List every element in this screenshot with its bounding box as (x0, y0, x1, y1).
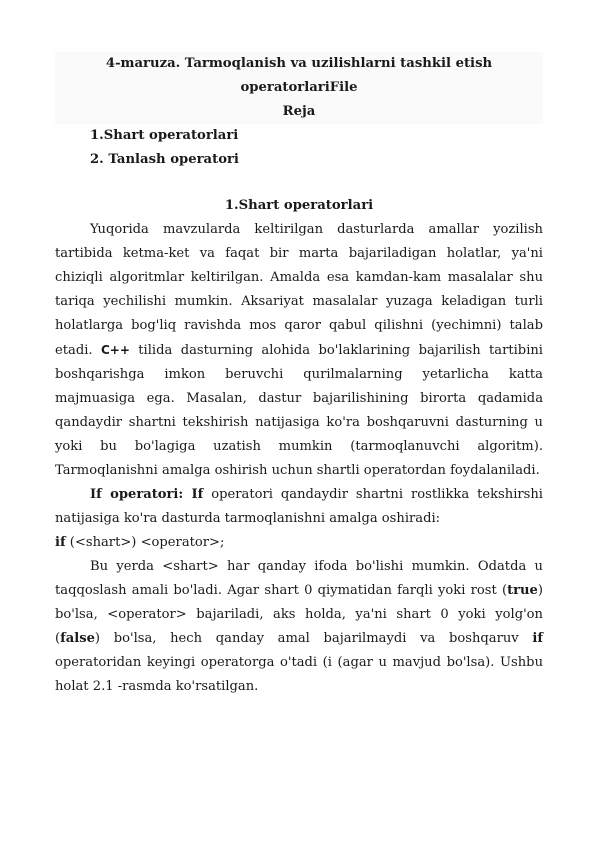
true-keyword: true (507, 583, 538, 598)
plan-item-1: 1.Shart operatorlari (90, 128, 239, 143)
title-block (55, 52, 543, 124)
explanation-text-d: operatoridan keyingi operatorga o'tadi (i (agar u mavjud bo'lsa). Ushbu holat 2.1 -rasmda ko'rsatilgan. (55, 655, 543, 694)
if-operator-text: operatori qandaydir shartni rostlikka tekshirshi natijasiga ko'ra dasturda tarmoqlanishni amalga oshiradi: (55, 487, 543, 526)
false-keyword: false (60, 631, 95, 646)
explanation-text-a: Bu yerda <shart> har qanday ifoda bo'lishi mumkin. Odatda u taqqoslash amali bo'ladi. Agar shart 0 qiymatidan farqli yoki rost ( (55, 559, 543, 598)
paragraph-explanation (55, 555, 543, 699)
if-operator-label: If operatori: If (90, 487, 204, 502)
cpp-keyword: C++ (100, 343, 130, 357)
if-syntax-rest: (<shart>) <operator>; (65, 535, 225, 550)
if-keyword: if (532, 631, 543, 646)
document-page (55, 52, 543, 699)
explanation-text-c: ) bo'lsa, hech qanday amal bajarilmaydi va boshqaruv (94, 631, 533, 646)
paragraph-if-operator (55, 483, 543, 531)
plan-heading: Reja (282, 104, 316, 119)
paragraph-intro-text-a: Yuqorida mavzularda keltirilgan dasturlarda amallar yozilish tartibida ketma-ket va faqat bir marta bajariladigan holatlar, ya'ni chiziqli algoritmlar keltirilgan. Amalda esa kamdan-kam masalalar shu tariqa yechilishi mumkin. Aksariyat masalalar yuzaga keladigan turli holatlarga bog'liq ravishda mos qaror qabul qilishni (yechimni) talab etadi. (55, 222, 543, 358)
section-heading: 1.Shart operatorlari (224, 198, 374, 213)
document-title: 4-maruza. Tarmoqlanish va uzilishlarni tashkil etish operatorlariFile (105, 56, 493, 95)
plan-list (55, 124, 543, 172)
plan-item-2: 2. Tanlash operatori (90, 152, 239, 167)
explanation-text-b: ) bo'lsa, <operator> bajariladi, aks holda, ya'ni shart 0 yoki yolg'on ( (55, 583, 543, 646)
paragraph-intro (55, 218, 543, 483)
paragraph-intro-text-b: tilida dasturning alohida bo'laklarining bajarilish tartibini boshqarishga imkon beruvchi qurilmalarning yetarlicha katta majmuasiga ega. Masalan, dastur bajarilishining birorta qadamida qandaydir shartni tekshirish natijasiga ko'ra boshqaruvni dasturning u yoki bu bo'lagiga uzatish mumkin (tarmoqlanuvchi algoritm). Tarmoqlanishni amalga oshirish uchun shartli operatordan foydalaniladi. (55, 343, 543, 478)
if-syntax-line (55, 531, 543, 555)
if-syntax-keyword: if (55, 535, 66, 550)
